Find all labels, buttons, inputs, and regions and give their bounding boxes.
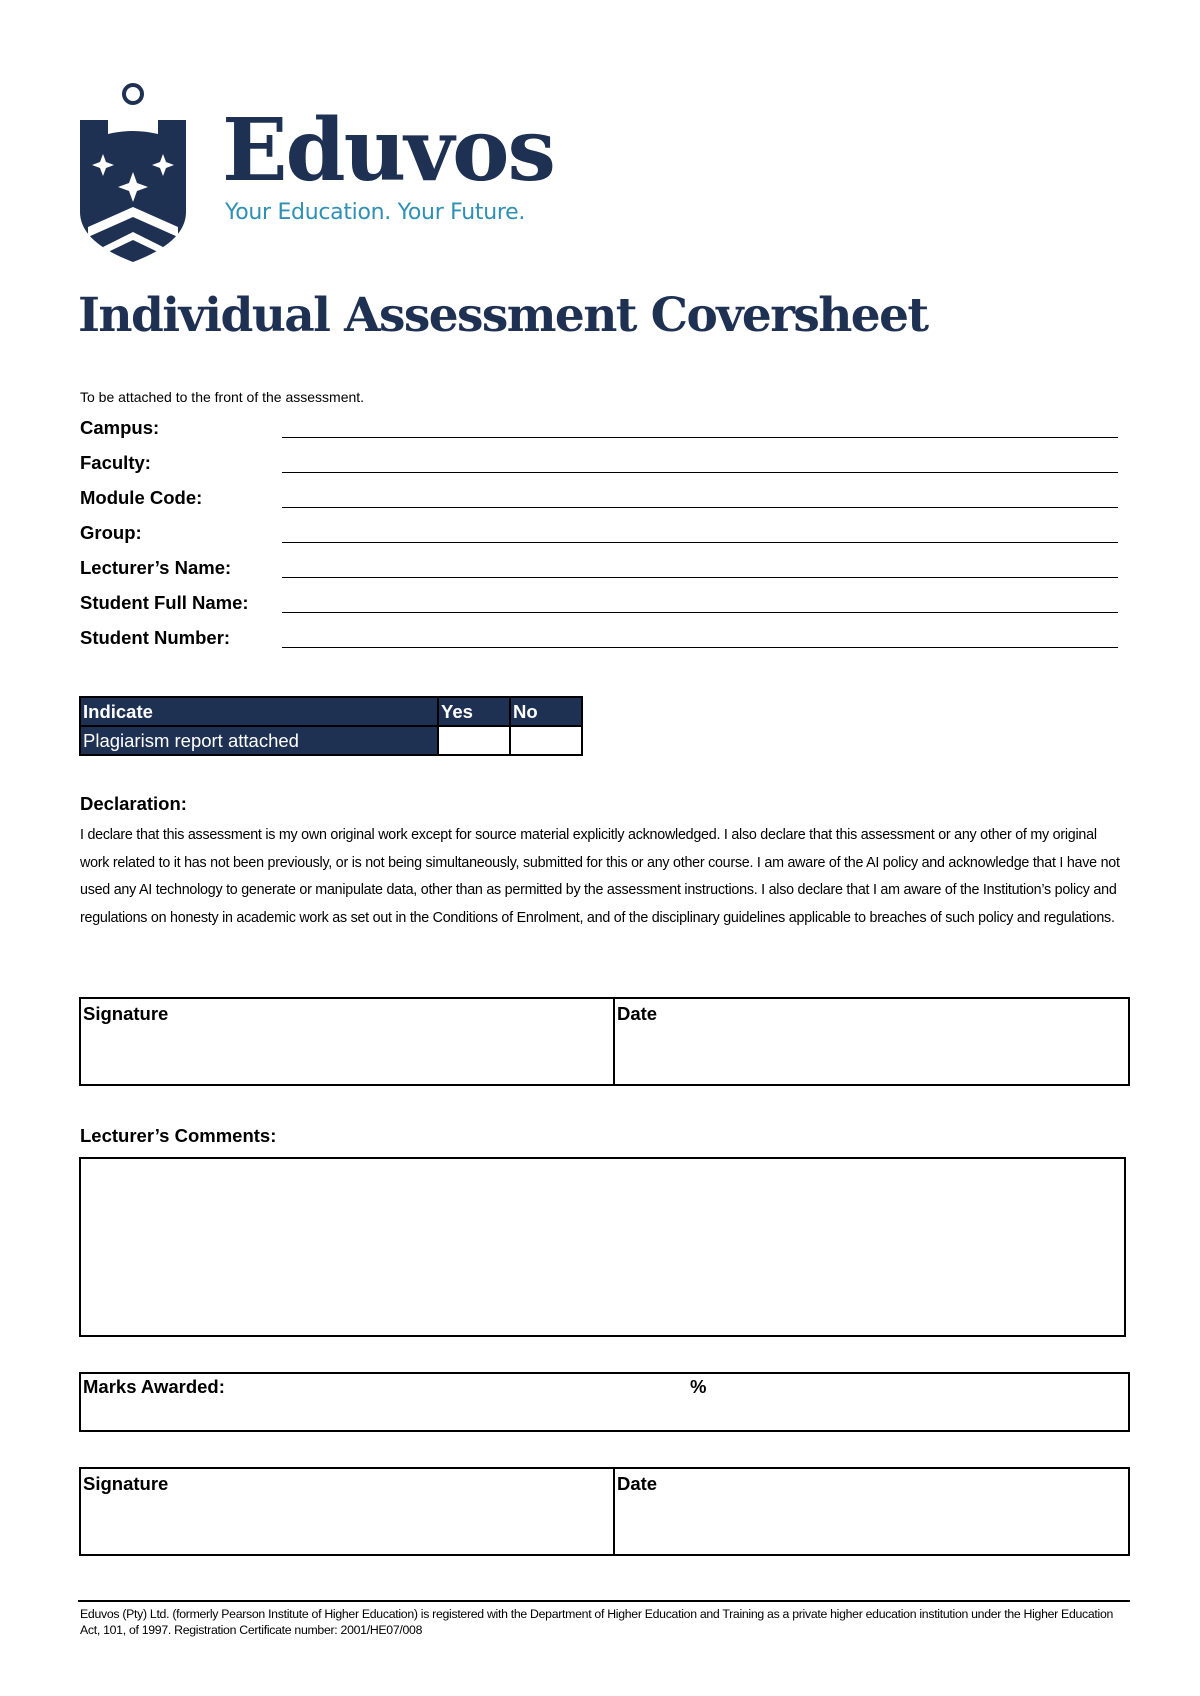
group-field[interactable] bbox=[282, 542, 1118, 543]
percent-sign: % bbox=[690, 1376, 707, 1397]
module-code-label: Module Code: bbox=[80, 487, 203, 508]
faculty-label: Faculty: bbox=[80, 452, 151, 473]
lecturer-date-label: Date bbox=[617, 1473, 658, 1494]
declaration-text: I declare that this assessment is my own original work except for source material explicitly acknowledged. I also declare that this assessment or any other of my original work related to it has not been previously, or is not being simultaneously, submitted for this or any other course. I am aware of the AI policy and acknowledge that I have not used any AI technology to generate or manipulate data, other than as permitted by the assessment instructions. I also declare that I am aware of the Institution’s policy and regulations on honesty in academic work as set out in the Conditions of Enrolment, and of the disciplinary guidelines applicable to breaches of such policy and regulations. bbox=[80, 827, 1120, 926]
plagiarism-yes-cell[interactable] bbox=[438, 726, 510, 755]
group-label: Group: bbox=[80, 522, 142, 543]
footer-text: Eduvos (Pty) Ltd. (formerly Pearson Institute of Higher Education) is registered with the Department of Higher Education and Training as a private higher education institution under the Higher Education Act, 101, of 1997. Registration Certificate number: 2001/HE07/008 bbox=[80, 1607, 1114, 1637]
brand-name: Eduvos bbox=[222, 100, 554, 201]
student-signature-label: Signature bbox=[83, 1003, 169, 1024]
student-number-field[interactable] bbox=[282, 647, 1118, 648]
student-date-label: Date bbox=[617, 1003, 658, 1024]
plagiarism-indicate-table bbox=[79, 696, 583, 756]
footer-divider bbox=[78, 1600, 1130, 1602]
marks-awarded-label: Marks Awarded: bbox=[83, 1376, 225, 1397]
faculty-field[interactable] bbox=[282, 472, 1118, 473]
page-title: Individual Assessment Coversheet bbox=[78, 288, 928, 343]
student-number-label: Student Number: bbox=[80, 627, 231, 648]
indicate-header: Indicate bbox=[80, 697, 438, 726]
campus-label: Campus: bbox=[80, 417, 160, 438]
lecturer-name-field[interactable] bbox=[282, 577, 1118, 578]
marks-awarded-box[interactable] bbox=[79, 1372, 1130, 1432]
student-signature-box[interactable] bbox=[79, 997, 615, 1086]
plagiarism-no-cell[interactable] bbox=[510, 726, 582, 755]
lecturer-name-label: Lecturer’s Name: bbox=[80, 557, 232, 578]
lecturer-date-box[interactable] bbox=[613, 1467, 1130, 1556]
lecturer-signature-box[interactable] bbox=[79, 1467, 615, 1556]
no-header: No bbox=[510, 697, 582, 726]
plagiarism-report-label: Plagiarism report attached bbox=[80, 726, 438, 755]
instruction-text: To be attached to the front of the assessment. bbox=[80, 389, 365, 405]
brand-tagline: Your Education. Your Future. bbox=[225, 200, 526, 225]
campus-field[interactable] bbox=[282, 437, 1118, 438]
lecturer-comments-box[interactable] bbox=[79, 1157, 1126, 1337]
student-date-box[interactable] bbox=[613, 997, 1130, 1086]
yes-header: Yes bbox=[438, 697, 510, 726]
lecturer-comments-heading: Lecturer’s Comments: bbox=[80, 1125, 277, 1146]
eduvos-crest-logo bbox=[78, 82, 188, 264]
lecturer-signature-label: Signature bbox=[83, 1473, 169, 1494]
student-full-name-label: Student Full Name: bbox=[80, 592, 249, 613]
module-code-field[interactable] bbox=[282, 507, 1118, 508]
student-full-name-field[interactable] bbox=[282, 612, 1118, 613]
declaration-heading: Declaration: bbox=[80, 793, 187, 814]
